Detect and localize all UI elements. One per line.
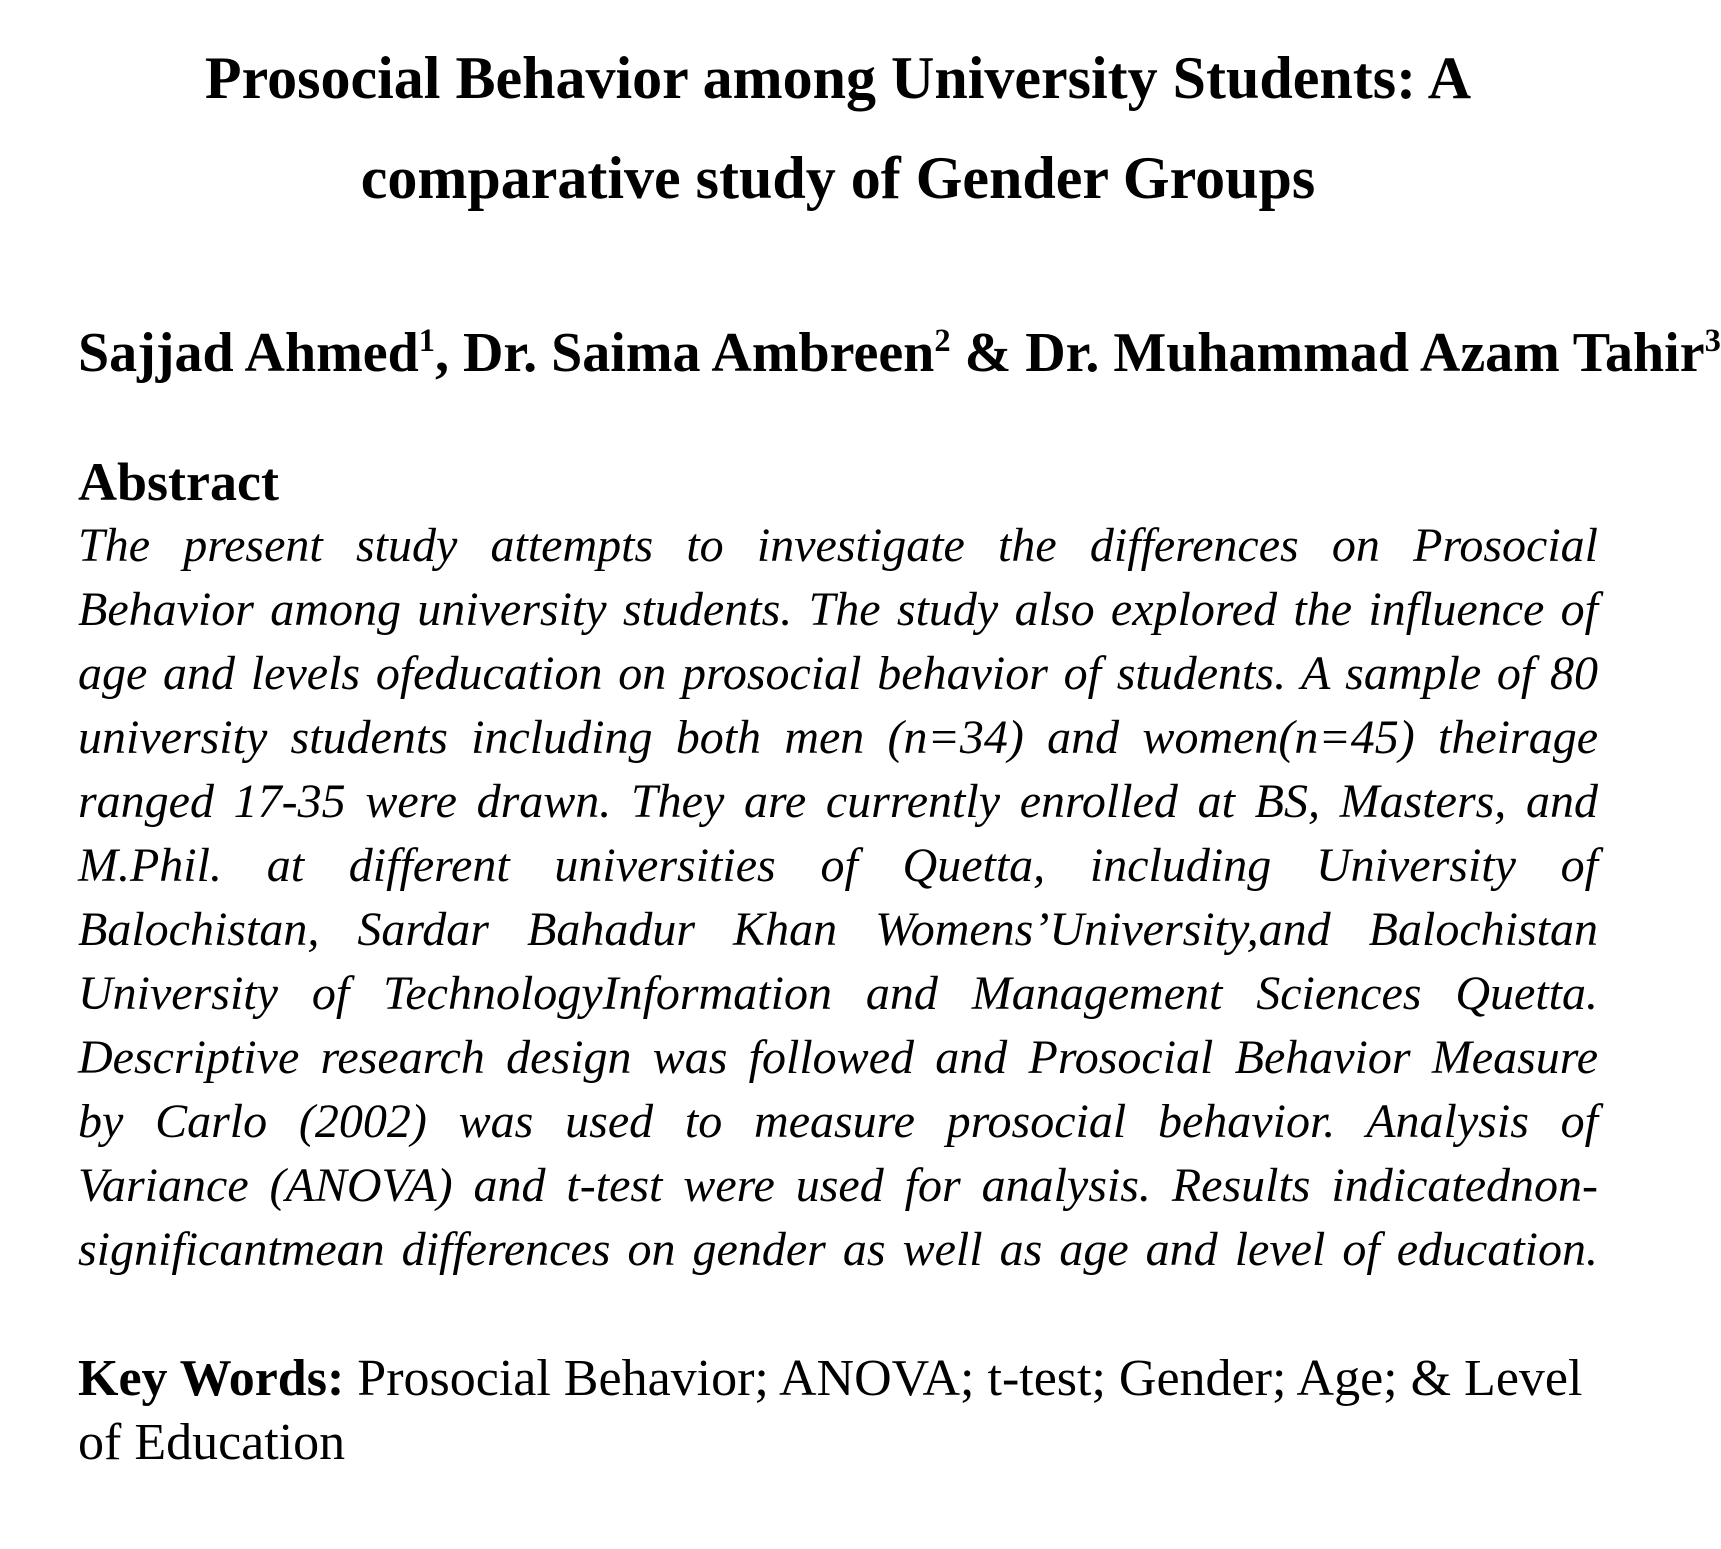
author-3-superscript: 3 (1704, 322, 1721, 359)
author-2-separator: & (950, 322, 1026, 384)
abstract-line: by Carlo (2002) was used to measure prosocial behavior. Analysis of (78, 1095, 1598, 1148)
abstract-heading: Abstract (78, 452, 279, 512)
keywords-paragraph (78, 1347, 1598, 1475)
abstract-line: university students including both men (n=34) and women(n=45) theirage (78, 711, 1598, 764)
abstract-line: The present study attempts to investigate the differences on Prosocial (78, 519, 1598, 572)
abstract-line: Variance (ANOVA) and t-test were used for analysis. Results indicatednon- (78, 1159, 1598, 1212)
author-2-superscript: 2 (934, 322, 951, 359)
abstract-line: ranged 17-35 were drawn. They are currently enrolled at BS, Masters, and (78, 775, 1598, 828)
abstract-line: Behavior among university students. The study also explored the influence of (78, 583, 1598, 636)
title-line-2: comparative study of Gender Groups (360, 145, 1316, 211)
keywords-label: Key Words: (78, 1350, 345, 1407)
title-line-1: Prosocial Behavior among University Students: A (204, 45, 1472, 111)
keywords-text: Prosocial Behavior; ANOVA; t-test; Gender; Age; & Level of Education (78, 1350, 1583, 1471)
abstract-paragraph (78, 514, 1598, 1282)
author-3-name: Dr. Muhammad Azam Tahir (1025, 322, 1705, 384)
abstract-line: Balochistan, Sardar Bahadur Khan Womens’University,and Balochistan (78, 903, 1598, 956)
abstract-line: significantmean differences on gender as well as age and level of education. (78, 1223, 1598, 1276)
paper-title (78, 28, 1598, 228)
abstract-line: Descriptive research design was followed and Prosocial Behavior Measure (78, 1031, 1598, 1084)
abstract-line: M.Phil. at different universities of Quetta, including University of (78, 839, 1598, 892)
author-1-separator: , (434, 322, 463, 384)
author-2-name: Dr. Saima Ambreen (462, 322, 935, 384)
abstract-line: age and levels ofeducation on prosocial behavior of students. A sample of 80 (78, 647, 1598, 700)
abstract-line: University of TechnologyInformation and Management Sciences Quetta. (78, 967, 1598, 1020)
author-1-name: Sajjad Ahmed (78, 322, 419, 384)
paper-page (0, 28, 1721, 1549)
author-1-superscript: 1 (418, 322, 435, 359)
authors-line (78, 318, 1721, 388)
